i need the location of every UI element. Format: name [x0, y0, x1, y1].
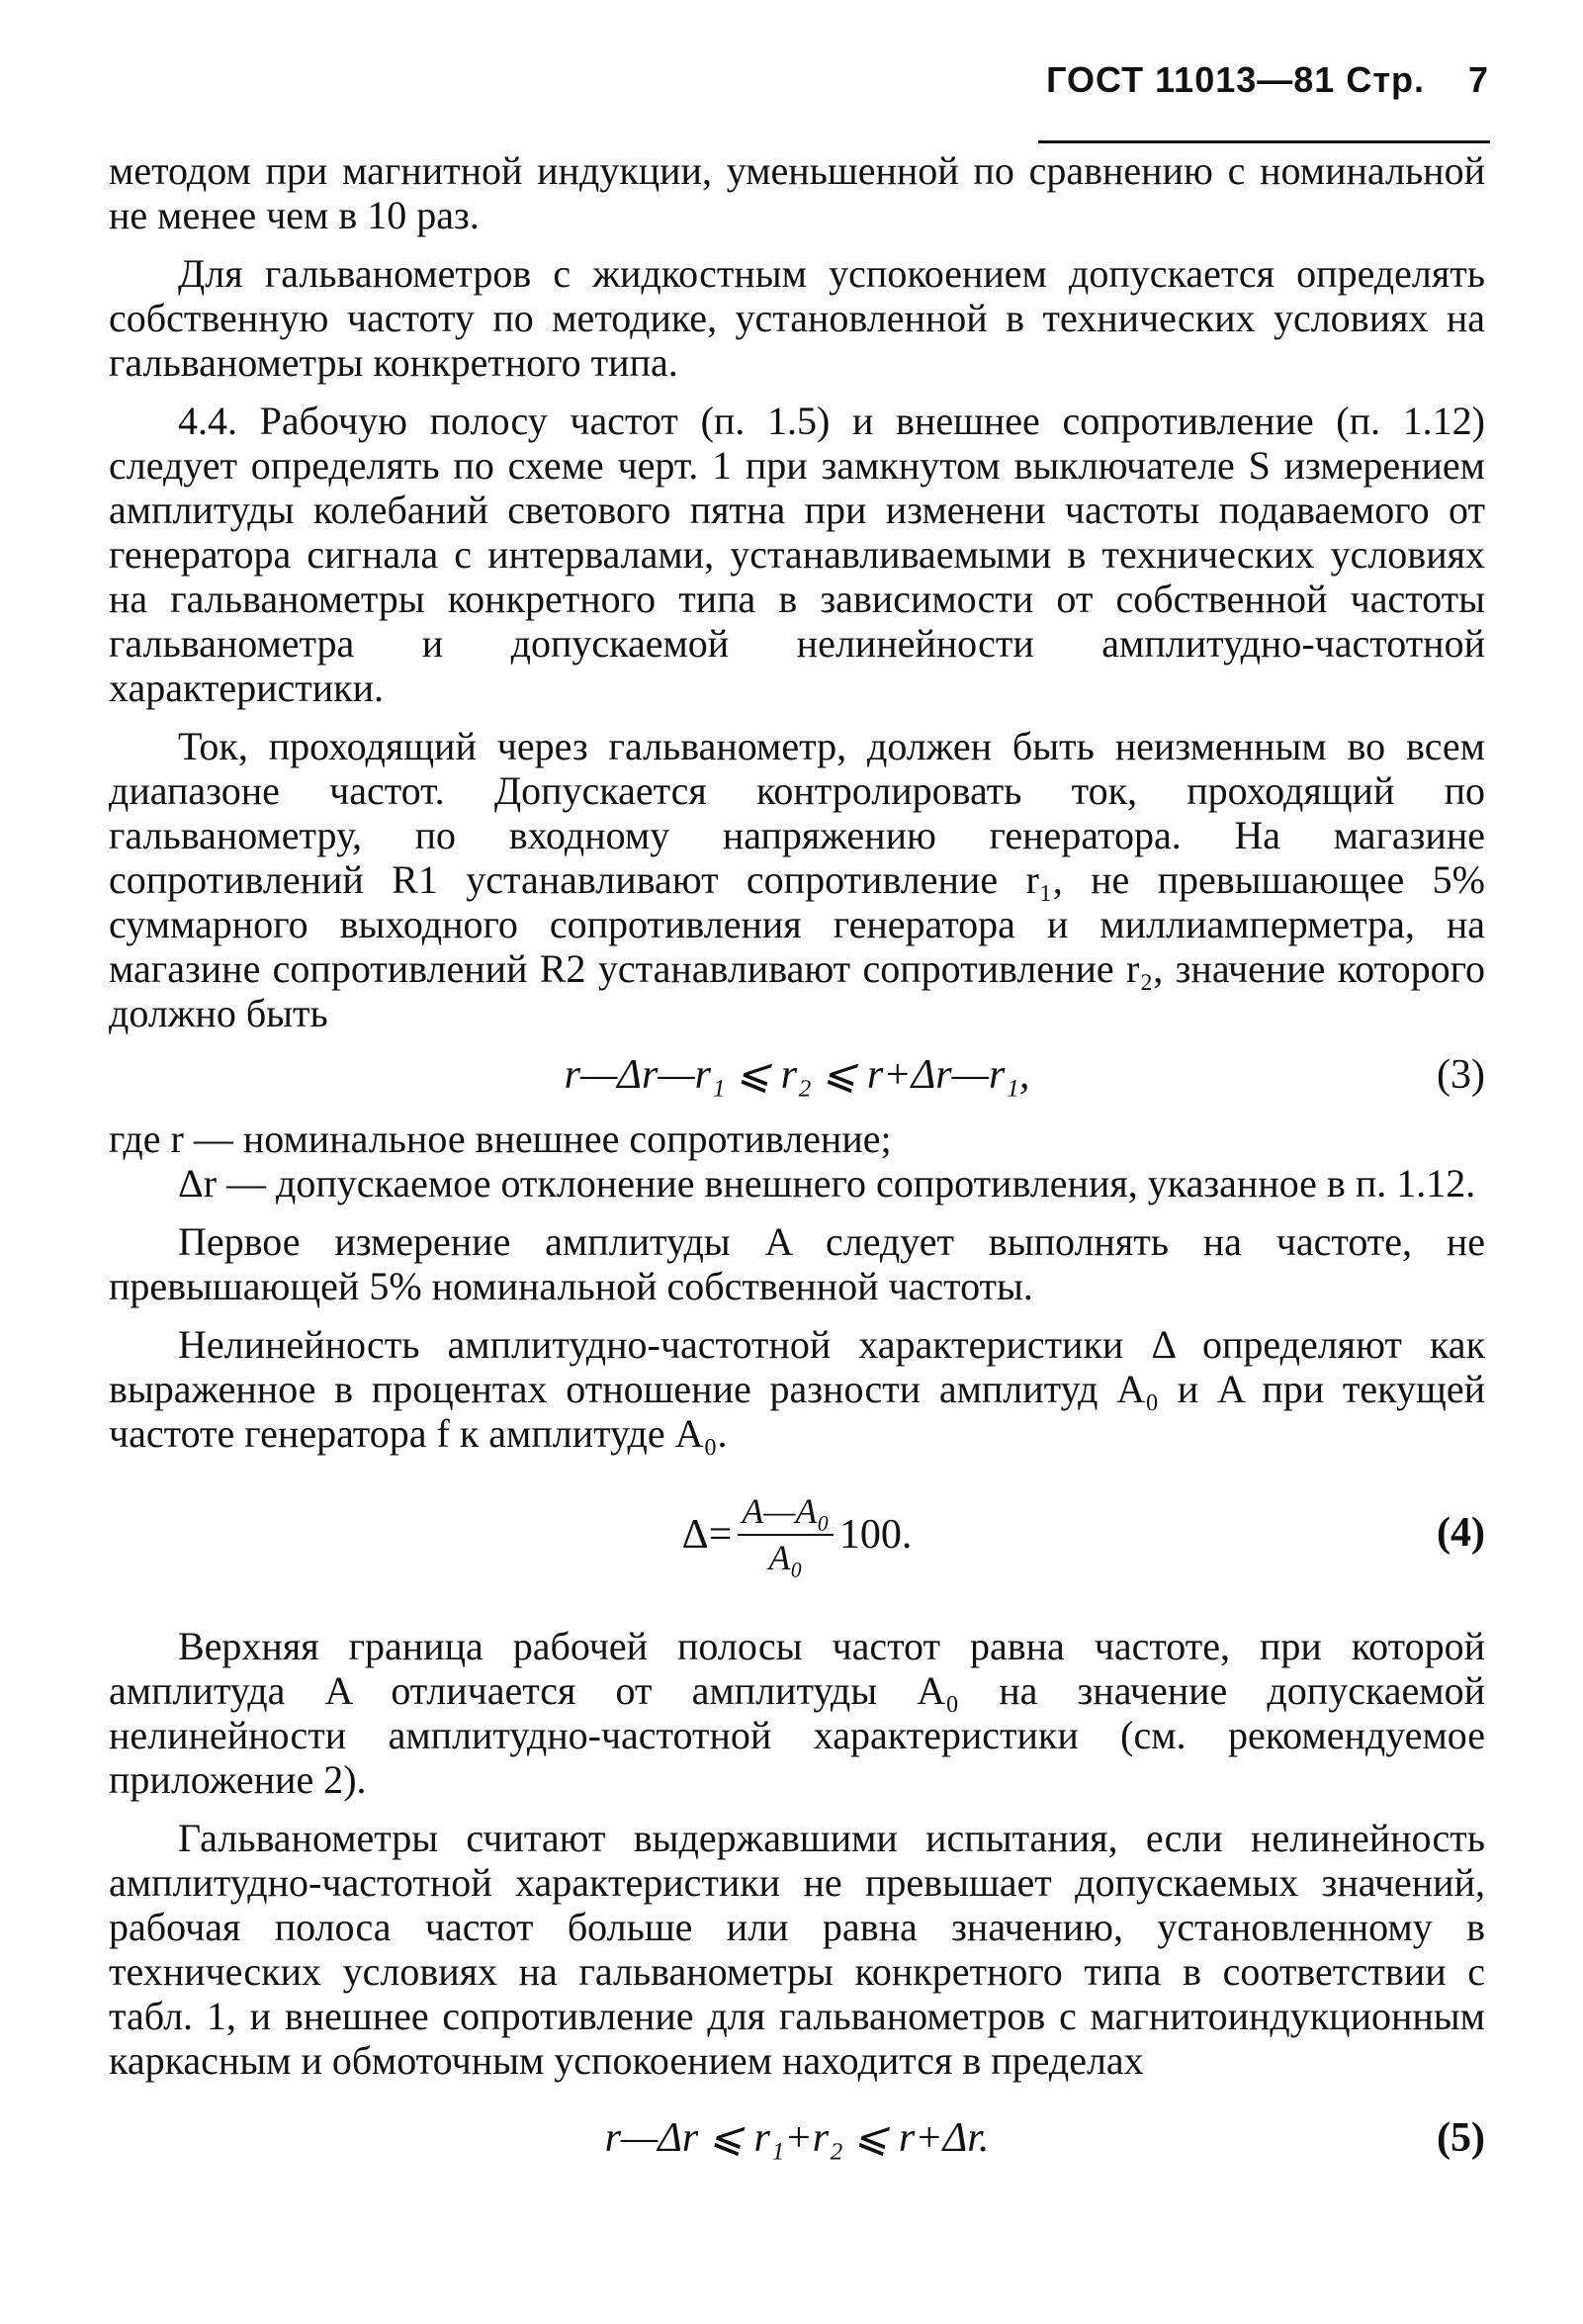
- page-header: [1046, 59, 1489, 101]
- paragraph-4-4: 4.4. Рабочую полосу частот (п. 1.5) и внешнее сопротивление (п. 1.12) следует определять по схеме черт. 1 при замкнутом выключателе S измерением амплитуды колебаний светового пятна при изменени частоты подаваемого от генератора сигнала с интервалами, устанавливаемыми в технических условиях на гальванометры конкретного типа в зависимости от собственной частоты гальванометра и допускаемой нелинейности амплитудно-частотной характеристики.: [109, 399, 1485, 710]
- formula-4-fraction: [738, 1489, 834, 1580]
- standard-code: ГОСТ 11013—81: [1046, 59, 1336, 100]
- page-number: 7: [1467, 59, 1489, 100]
- paragraph-1: методом при магнитной индукции, уменьшенной по сравнению с номинальной не менее чем в 10 раз.: [109, 148, 1485, 237]
- formula-3: [109, 1049, 1485, 1107]
- formula-5-expression: r—Δr ⩽ r₁+r₂ ⩽ r+Δr.: [604, 2115, 990, 2161]
- formula-4-number: (4): [1437, 1510, 1485, 1556]
- header-rule: [1038, 140, 1490, 143]
- where-block: [109, 1117, 1485, 1206]
- formula-5: [109, 2112, 1485, 2170]
- where-line-1: где r — номинальное внешнее сопротивление;: [109, 1117, 892, 1161]
- paragraph-upper-bound: Верхняя граница рабочей полосы частот равна частоте, при которой амплитуда A отличается от амплитуды A₀ на значение допускаемой нелинейности амплитудно-частотной характеристики (см. рекомендуемое приложение 2).: [109, 1624, 1485, 1802]
- paragraph-current: Ток, проходящий через гальванометр, должен быть неизменным во всем диапазоне частот. Допускается контролировать ток, проходящий по гальванометру, по входному напряжению генератора. На магазине сопротивлений R1 устанавливают сопротивление r₁, не превышающее 5% суммарного выходного сопротивления генератора и миллиамперметра, на магазине сопротивлений R2 устанавливают сопротивление r₂, значение которого должно быть: [109, 724, 1485, 1035]
- formula-3-number: (3): [1437, 1052, 1485, 1098]
- body-text: [109, 148, 1485, 2180]
- formula-4-rhs: 100.: [838, 1511, 913, 1558]
- paragraph-first-measurement: Первое измерение амплитуды A следует выполнять на частоте, не превышающей 5% номинальной собственной частоты.: [109, 1219, 1485, 1308]
- paragraph-nonlinearity: Нелинейность амплитудно-частотной характеристики Δ определяют как выраженное в процентах отношение разности амплитуд A₀ и A при текущей частоте генератора f к амплитуде A₀.: [109, 1322, 1485, 1456]
- formula-4-numerator: A—A₀: [738, 1489, 834, 1536]
- page-label: Стр.: [1346, 59, 1425, 100]
- where-line-2: Δr — допускаемое отклонение внешнего сопротивления, указанное в п. 1.12.: [178, 1161, 1476, 1206]
- formula-5-number: (5): [1437, 2115, 1485, 2161]
- formula-4-denominator: A₀: [768, 1538, 803, 1577]
- formula-4-lhs: Δ=: [681, 1511, 733, 1558]
- paragraph-2: Для гальванометров с жидкостным успокоением допускается определять собственную частоту по методике, установленной в технических условиях на гальванометры конкретного типа.: [109, 251, 1485, 385]
- formula-4-expression: [109, 1475, 1485, 1594]
- formula-4: [109, 1475, 1485, 1594]
- paragraph-pass-criteria: Гальванометры считают выдержавшими испытания, если нелинейность амплитудно-частотной характеристики не превышает допускаемых значений, рабочая полоса частот больше или равна значению, установленному в технических условиях на гальванометры конкретного типа в соответствии с табл. 1, и внешнее сопротивление для гальванометров с магнитоиндукционным каркасным и обмоточным успокоением находится в пределах: [109, 1816, 1485, 2083]
- formula-3-expression: r—Δr—r₁ ⩽ r₂ ⩽ r+Δr—r₁,: [564, 1052, 1030, 1098]
